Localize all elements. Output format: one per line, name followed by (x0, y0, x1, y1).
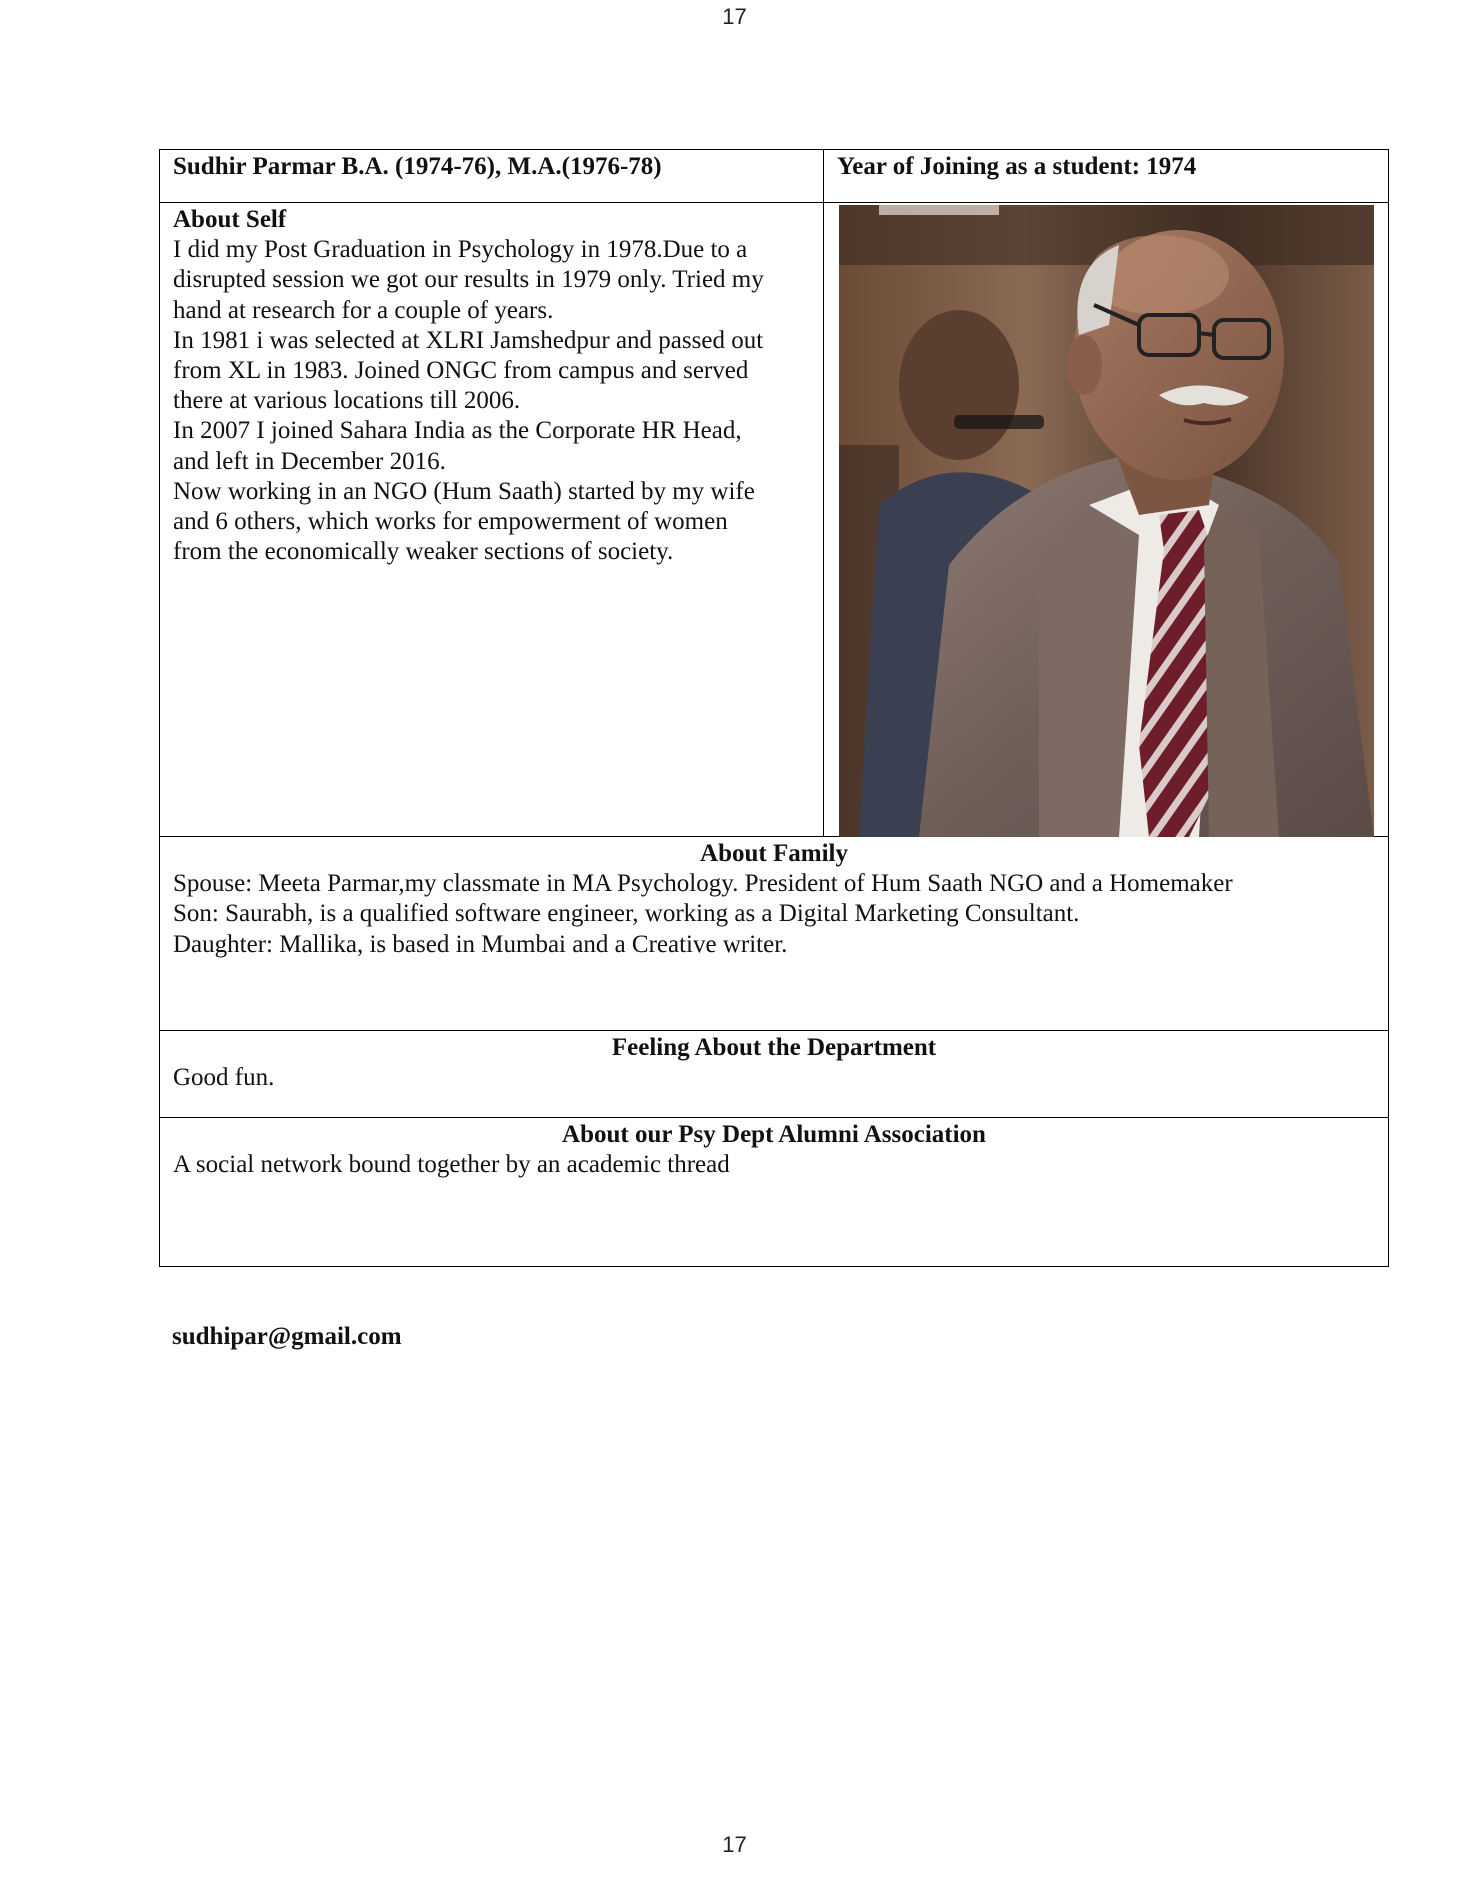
about-self-line: In 1981 i was selected at XLRI Jamshedpur and passed out (173, 326, 764, 354)
contact-email: sudhipar@gmail.com (172, 1323, 402, 1350)
year-of-joining: Year of Joining as a student: 1974 (837, 153, 1197, 180)
about-self-line: there at various locations till 2006. (173, 387, 521, 415)
name-degrees: Sudhir Parmar B.A. (1974-76), M.A.(1976-78) (160, 150, 824, 202)
about-self-line: hand at research for a couple of years. (173, 296, 554, 324)
feeling-row (160, 1031, 1388, 1118)
about-family-line: Daughter: Mallika, is based in Mumbai and a Creative writer. (173, 930, 788, 958)
about-self-section (160, 203, 824, 836)
about-family-row (160, 837, 1388, 1031)
about-family-line: Spouse: Meeta Parmar,my classmate in MA Psychology. President of Hum Saath NGO and a Homemaker (173, 870, 1233, 898)
feeling-section (160, 1031, 1388, 1117)
about-self-line: In 2007 I joined Sahara India as the Corporate HR Head, (173, 417, 742, 445)
about-self-line: and left in December 2016. (173, 447, 446, 475)
about-self-line: I did my Post Graduation in Psychology in 1978.Due to a (173, 236, 748, 264)
portrait-photo (839, 205, 1374, 837)
feeling-heading: Feeling About the Department (611, 1034, 937, 1061)
feeling-text: Good fun. (173, 1064, 275, 1092)
about-self-line: and 6 others, which works for empowerment of women (173, 508, 728, 536)
page-number-bottom: 17 (722, 1832, 747, 1857)
alumni-section (160, 1118, 1388, 1266)
alumni-heading: About our Psy Dept Alumni Association (562, 1121, 986, 1148)
alumni-text: A social network bound together by an academic thread (173, 1151, 730, 1179)
about-self-line: from XL in 1983. Joined ONGC from campus and served (173, 357, 749, 385)
about-family-line: Son: Saurabh, is a qualified software engineer, working as a Digital Marketing Consultant. (173, 900, 1080, 928)
about-family-section (160, 837, 1388, 1030)
profile-main-row (160, 203, 1388, 837)
about-self-line: Now working in an NGO (Hum Saath) started by my wife (173, 477, 755, 505)
alumni-row (160, 1118, 1388, 1266)
page-number-top: 17 (722, 4, 747, 29)
portrait-cell (824, 203, 1388, 836)
about-family-heading: About Family (700, 840, 848, 867)
about-self-line: from the economically weaker sections of society. (173, 538, 674, 566)
profile-header-row (160, 150, 1388, 203)
about-self-heading: About Self (173, 206, 287, 233)
profile-table (159, 149, 1389, 1267)
about-self-line: disrupted session we got our results in 1979 only. Tried my (173, 266, 764, 294)
